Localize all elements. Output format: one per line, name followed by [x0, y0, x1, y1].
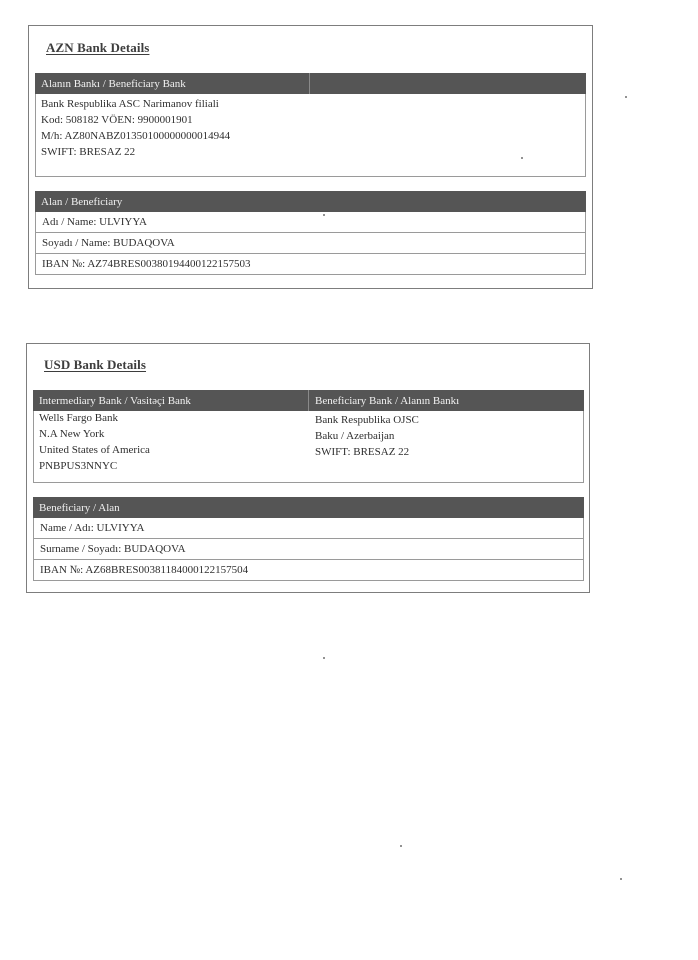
- usd-intermediary-swift: PNBPUS3NNYC: [39, 460, 118, 472]
- usd-intermediary-country: United States of America: [39, 444, 150, 456]
- usd-card-title: USD Bank Details: [44, 357, 147, 372]
- azn-beneficiary-bank-header: [35, 73, 586, 94]
- usd-name-row: [33, 518, 584, 539]
- azn-iban-row: [35, 254, 586, 275]
- azn-bank-account: M/h: AZ80NABZ01350100000000014944: [41, 130, 231, 142]
- azn-bank-details-card: [28, 25, 593, 289]
- scan-speck: [400, 845, 402, 847]
- azn-bank-swift: SWIFT: BRESAZ 22: [41, 146, 136, 158]
- usd-intermediary-city: N.A New York: [39, 428, 105, 440]
- usd-beneficiary-bank-swift: SWIFT: BRESAZ 22: [315, 446, 410, 458]
- azn-header-divider: [309, 73, 310, 94]
- usd-beneficiary-bank-city: Baku / Azerbaijan: [315, 430, 395, 442]
- usd-beneficiary-bank-lines: [315, 412, 419, 460]
- scan-speck: [323, 214, 325, 216]
- usd-surname-row: [33, 539, 584, 560]
- azn-beneficiary-header-label: Alan / Beneficiary: [41, 195, 123, 208]
- azn-card-title: AZN Bank Details: [46, 40, 150, 55]
- azn-iban-value: IBAN №: AZ74BRES00380194400122157503: [42, 258, 251, 270]
- azn-name-value: Adı / Name: ULVIYYA: [42, 216, 147, 228]
- usd-beneficiary-bank-header-label: Beneficiary Bank / Alanın Bankı: [315, 394, 460, 407]
- azn-beneficiary-bank-header-label: Alanın Bankı / Beneficiary Bank: [41, 77, 186, 90]
- scan-speck: [521, 157, 523, 159]
- usd-beneficiary-header-label: Beneficiary / Alan: [39, 501, 120, 514]
- usd-iban-row: [33, 560, 584, 581]
- usd-intermediary-lines: [39, 410, 150, 474]
- azn-beneficiary-header: [35, 191, 586, 212]
- usd-beneficiary-header: [33, 497, 584, 518]
- azn-surname-row: [35, 233, 586, 254]
- usd-bank-header: [33, 390, 584, 411]
- usd-intermediary-name: Wells Fargo Bank: [39, 412, 118, 424]
- scan-speck: [625, 96, 627, 98]
- usd-name-value: Name / Adı: ULVIYYA: [40, 522, 145, 534]
- usd-iban-value: IBAN №: AZ68BRES00381184000122157504: [40, 564, 249, 576]
- usd-beneficiary-bank-name: Bank Respublika OJSC: [315, 414, 419, 426]
- scan-speck: [323, 657, 325, 659]
- azn-name-row: [35, 212, 586, 233]
- azn-bank-code: Kod: 508182 VÖEN: 9900001901: [41, 114, 193, 126]
- azn-bank-name: Bank Respublika ASC Narimanov filiali: [41, 98, 219, 110]
- scan-speck: [620, 878, 622, 880]
- usd-bank-details-card: [26, 343, 590, 593]
- azn-surname-value: Soyadı / Name: BUDAQOVA: [42, 237, 175, 249]
- usd-surname-value: Surname / Soyadı: BUDAQOVA: [40, 543, 186, 555]
- usd-intermediary-header-label: Intermediary Bank / Vasitəçi Bank: [39, 394, 191, 407]
- azn-beneficiary-bank-lines: [41, 96, 230, 160]
